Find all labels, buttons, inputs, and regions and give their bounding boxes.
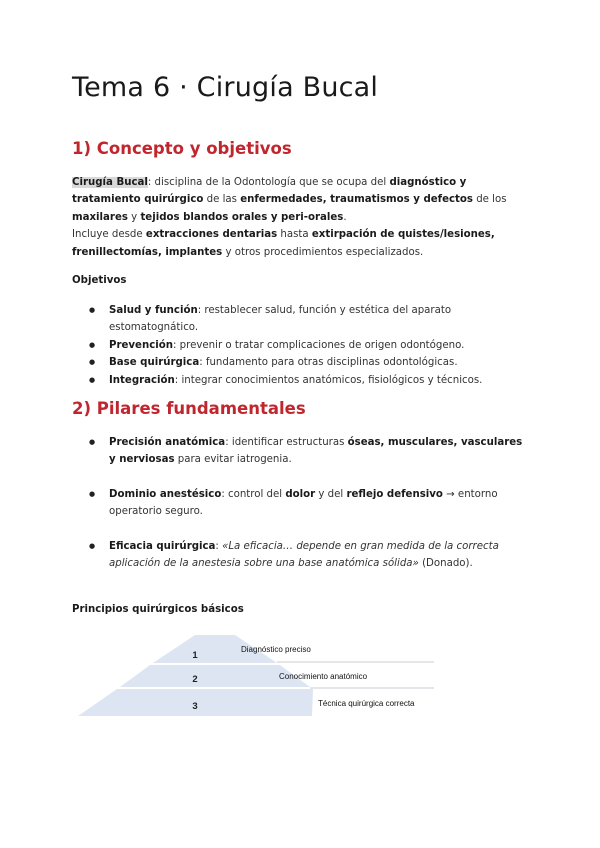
intro-paragraph [72, 174, 532, 261]
objectives-list [72, 302, 532, 389]
item-label: Prevención [109, 339, 173, 351]
section-heading-concepto: 1) Concepto y objetivos [72, 139, 292, 158]
pyramid-level-1-label: Diagnóstico preciso [241, 645, 311, 654]
intro-text: y [127, 211, 141, 223]
list-item [72, 302, 532, 337]
intro-text: Incluye desde [72, 229, 146, 241]
item-text: : identificar estructuras [225, 437, 348, 448]
item-bold: dolor [285, 488, 316, 500]
principles-label: Principios quirúrgicos básicos [72, 604, 244, 615]
intro-text: : disciplina de la Odontología que se ocupa del [147, 177, 390, 188]
item-text: : control del [221, 488, 286, 500]
item-text: : prevenir o tratar complicaciones de origen odontógeno. [173, 339, 465, 351]
intro-text: . [343, 211, 347, 223]
item-text: para evitar iatrogenia. [174, 454, 292, 466]
item-text: : restablecer salud, función y estética del aparato estomatognático. [109, 305, 452, 334]
intro-bold: maxilares [72, 211, 128, 223]
page-title: Tema 6 · Cirugía Bucal [72, 72, 379, 103]
pyramid-level-1-number: 1 [192, 650, 198, 661]
intro-bold: extirpación de quistes/lesiones, frenillectomías, implantes [72, 229, 495, 258]
pillars-list [72, 434, 532, 589]
item-label: Base quirúrgica [109, 357, 200, 369]
pyramid-level-3-number: 3 [192, 701, 198, 712]
section-heading-pilares: 2) Pilares fundamentales [72, 399, 306, 418]
list-item [72, 354, 532, 371]
pyramid-diagram [72, 628, 442, 720]
intro-text: de los [472, 194, 507, 206]
principles-pyramid [72, 628, 442, 724]
item-label: Integración [109, 374, 175, 386]
list-item [72, 538, 532, 573]
item-label: Precisión anatómica [109, 437, 226, 448]
intro-bold: tejidos blandos orales y peri-orales [140, 211, 344, 223]
list-item [72, 486, 532, 521]
list-item [72, 337, 532, 354]
pyramid-level-2-label: Conocimiento anatómico [279, 672, 368, 681]
intro-bold: enfermedades, traumatismos y defectos [240, 194, 473, 206]
intro-text: hasta [277, 229, 312, 241]
item-text: → entorno operatorio seguro. [109, 488, 498, 518]
item-bold: óseas, musculares, vasculares y nerviosas [109, 437, 523, 466]
donado-quote: «La eficacia… depende en gran medida de la correcta aplicación de la anestesia sobre una base anatómica sólida» [109, 540, 499, 570]
list-item [72, 434, 532, 469]
intro-text: y otros procedimientos especializados. [222, 246, 424, 258]
list-item [72, 372, 532, 389]
item-text: : fundamento para otras disciplinas odontológicas. [199, 357, 458, 369]
item-label: Salud y función [109, 305, 198, 316]
objectives-label: Objetivos [72, 275, 127, 286]
intro-bold: extracciones dentarias [145, 229, 278, 241]
pyramid-level-2-number: 2 [192, 674, 198, 685]
intro-bold: diagnóstico y tratamiento quirúrgico [72, 177, 467, 206]
item-text: y del [315, 488, 347, 500]
pyramid-level-3-label: Técnica quirúrgica correcta [318, 699, 415, 708]
intro-text: de las [203, 194, 241, 206]
item-label: Eficacia quirúrgica [109, 540, 216, 552]
item-text: : integrar conocimientos anatómicos, fisiológicos y técnicos. [174, 374, 483, 386]
item-label: Dominio anestésico [109, 488, 222, 500]
item-text: (Donado). [418, 558, 473, 570]
term-cirugia-bucal: Cirugía Bucal [72, 177, 148, 188]
item-bold: reflejo defensivo [346, 488, 443, 500]
item-text: : [215, 540, 223, 552]
